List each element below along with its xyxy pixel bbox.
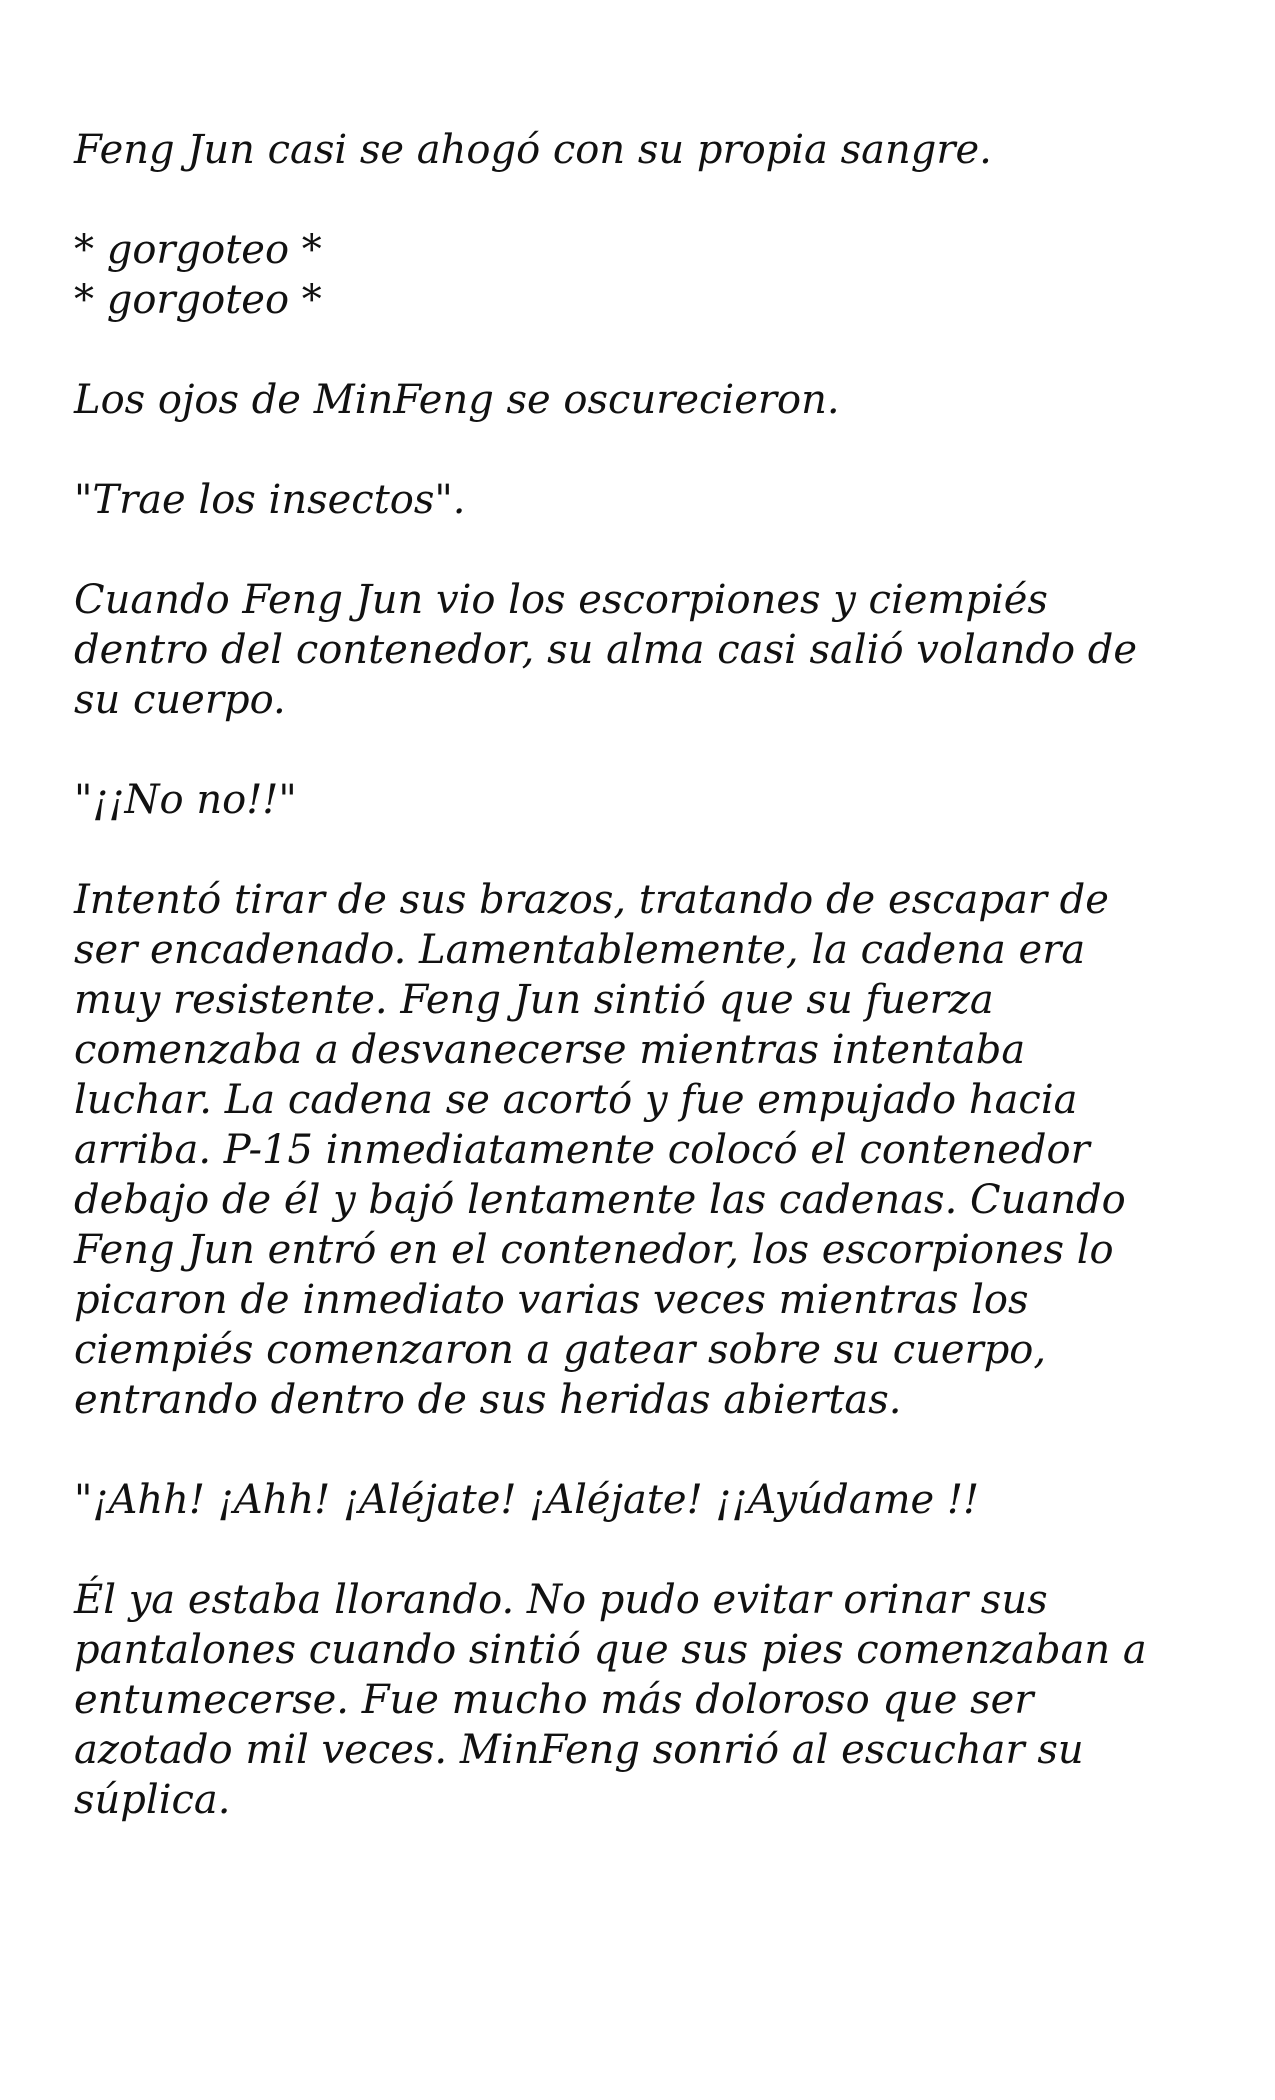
- paragraph-struggle: Intentó tirar de sus brazos, tratando de escapar de ser encadenado. Lamentablemente, la cadena era muy resistente. Feng Jun sintió que su fuerza comenzaba a desvanecerse mientras intentaba luchar. La cadena se acortó y fue empujado hacia arriba. P-15 inmediatamente colocó el contenedor debajo de él y bajó lentamente las cadenas. Cuando Feng Jun entró en el contenedor, los escorpiones lo picaron de inmediato varias veces mientras los ciempiés comenzaron a gatear sobre su cuerpo, entrando dentro de sus heridas abiertas.: [74, 877, 1126, 1423]
- paragraph-scorpions: Cuando Feng Jun vio los escorpiones y ciempiés dentro del contenedor, su alma casi salió volando de su cuerpo.: [74, 577, 1138, 723]
- paragraph-no-no: "¡¡No no!!": [74, 777, 297, 823]
- paragraph-gurgle: * gorgoteo * * gorgoteo *: [74, 227, 322, 323]
- paragraph-eyes-darken: Los ojos de MinFeng se oscurecieron.: [74, 377, 840, 423]
- paragraph-choke: Feng Jun casi se ahogó con su propia sangre.: [74, 127, 992, 173]
- paragraph-bring-insects: "Trae los insectos".: [74, 477, 466, 523]
- paragraph-scream: "¡Ahh! ¡Ahh! ¡Aléjate! ¡Aléjate! ¡¡Ayúdame !!: [74, 1477, 980, 1523]
- paragraph-crying: Él ya estaba llorando. No pudo evitar orinar sus pantalones cuando sintió que sus pies comenzaban a entumecerse. Fue mucho más doloroso que ser azotado mil veces. MinFeng sonrió al escuchar su súplica.: [74, 1577, 1147, 1823]
